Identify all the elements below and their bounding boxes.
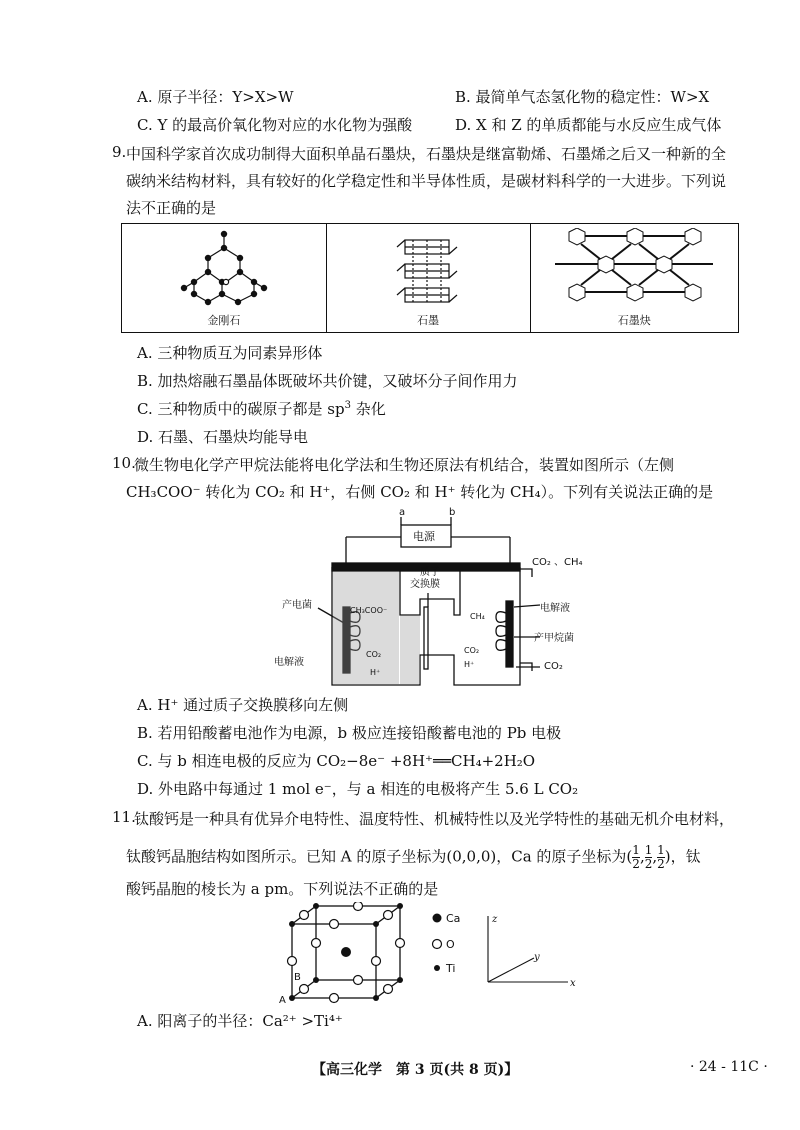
q10-option-b: B. 若用铅酸蓄电池作为电源，b 极应连接铅酸蓄电池的 Pb 电极 [137, 724, 562, 742]
q10-number: 10. [112, 454, 136, 472]
q9-option-a: A. 三种物质互为同素异形体 [137, 344, 323, 362]
graphite-structure-image [393, 236, 463, 308]
q11-stem-line3: 酸钙晶胞的棱长为 a pm。下列说法不正确的是 [126, 880, 439, 898]
co2-inlet-label: CO₂ [544, 661, 563, 672]
right-bacteria-label: 产甲烷菌 [534, 633, 574, 644]
q8-option-b: B. 最简单气态氢化物的稳定性：W>X [455, 88, 710, 106]
q10-stem-line2: CH₃COO⁻ 转化为 CO₂ 和 H⁺，右侧 CO₂ 和 H⁺ 转化为 CH₄）。下列有关说法正确的是 [126, 483, 714, 501]
q8-option-a: A. 原子半径：Y>X>W [137, 88, 294, 106]
left-bacteria-label: 产电菌 [282, 600, 312, 611]
legend-ca: Ca [446, 912, 461, 925]
q11-number: 11. [112, 808, 136, 826]
q10-stem-line1: 微生物电化学产甲烷法能将电化学法和生物还原法有机结合，装置如图所示（左侧 [134, 456, 675, 474]
q11-stem-line1: 钛酸钙是一种具有优异介电特性、温度特性、机械特性以及光学特性的基础无机介电材料， [134, 810, 735, 828]
page-footer: 【高三化学 第 3 页(共 8 页)】 [312, 1062, 519, 1078]
legend-ti: Ti [446, 962, 456, 975]
terminal-a-label: a [399, 507, 406, 518]
q9-stem-line3: 法不正确的是 [126, 199, 217, 217]
q9-number: 9. [112, 143, 127, 161]
calcium-titanate-cell-figure [278, 902, 588, 1006]
q11-stem-line2: 钛酸钙晶胞结构如图所示。已知 A 的原子坐标为(0,0,0)，Ca 的原子坐标为( $\frac{1}{2}$ , $\frac{1}{2}$ , $\frac{1}{2}$ )，钛 [126, 843, 701, 871]
right-ch4-label: CH₄ [470, 612, 485, 621]
paper-code: · 24 - 11C · [690, 1059, 768, 1075]
point-b-label: B [294, 972, 301, 983]
legend-o: O [446, 938, 455, 951]
terminal-b-label: b [449, 507, 456, 518]
membrane-label-1: 质子 [420, 567, 440, 578]
gas-outlet-label: CO₂ 、CH₄ [532, 557, 583, 568]
left-co2-label: CO₂ [366, 650, 382, 659]
axis-y-label: y [534, 952, 540, 963]
diamond-label: 金刚石 [207, 314, 241, 327]
point-a-label: A [279, 995, 286, 1006]
q9-stem-line1: 中国科学家首次成功制得大面积单晶石墨炔，石墨炔是继富勒烯、石墨烯之后又一种新的全 [126, 145, 727, 163]
right-electrolyte-label: 电解液 [540, 603, 570, 614]
electrolysis-apparatus-figure [270, 505, 590, 695]
q10-option-a: A. H⁺ 通过质子交换膜移向左侧 [137, 696, 349, 714]
power-supply-label: 电源 [413, 530, 435, 543]
q9-stem-line2: 碳纳米结构材料，具有较好的化学稳定性和半导体性质，是碳材料科学的一大进步。下列说 [126, 172, 727, 190]
acetate-label: CH₃COO⁻ [350, 606, 388, 615]
q9-option-c: C. 三种物质中的碳原子都是 $sp^3$ 杂化 [137, 400, 386, 418]
membrane-label-2: 交换膜 [410, 579, 440, 590]
q11-option-a: A. 阳离子的半径：Ca²⁺ >Ti⁴⁺ [137, 1012, 343, 1030]
q10-option-d: D. 外电路中每通过 1 mol e⁻，与 a 相连的电极将产生 5.6 L CO₂ [137, 780, 579, 798]
right-co2-label: CO₂ [464, 646, 480, 655]
q9-option-d: D. 石墨、石墨炔均能导电 [137, 428, 309, 446]
q10-option-c: C. 与 b 相连电极的反应为 CO₂−8e⁻ +8H⁺══CH₄+2H₂O [137, 752, 536, 770]
graphite-label: 石墨 [417, 314, 440, 327]
q9-option-b: B. 加热熔融石墨晶体既破坏共价键，又破坏分子间作用力 [137, 372, 518, 390]
axis-x-label: x [570, 978, 576, 989]
carbon-structures-figure [121, 223, 739, 333]
graphdiyne-structure-image [549, 228, 719, 308]
q8-option-c: C. Y 的最高价氧化物对应的水化物为强酸 [137, 116, 413, 134]
left-electrolyte-label: 电解液 [274, 657, 304, 668]
diamond-structure-image [164, 228, 284, 308]
right-h-label: H⁺ [464, 660, 475, 669]
left-h-label: H⁺ [370, 668, 381, 677]
axis-z-label: z [492, 914, 498, 925]
graphdiyne-label: 石墨炔 [617, 314, 651, 327]
q8-option-d: D. X 和 Z 的单质都能与水反应生成气体 [455, 116, 722, 134]
